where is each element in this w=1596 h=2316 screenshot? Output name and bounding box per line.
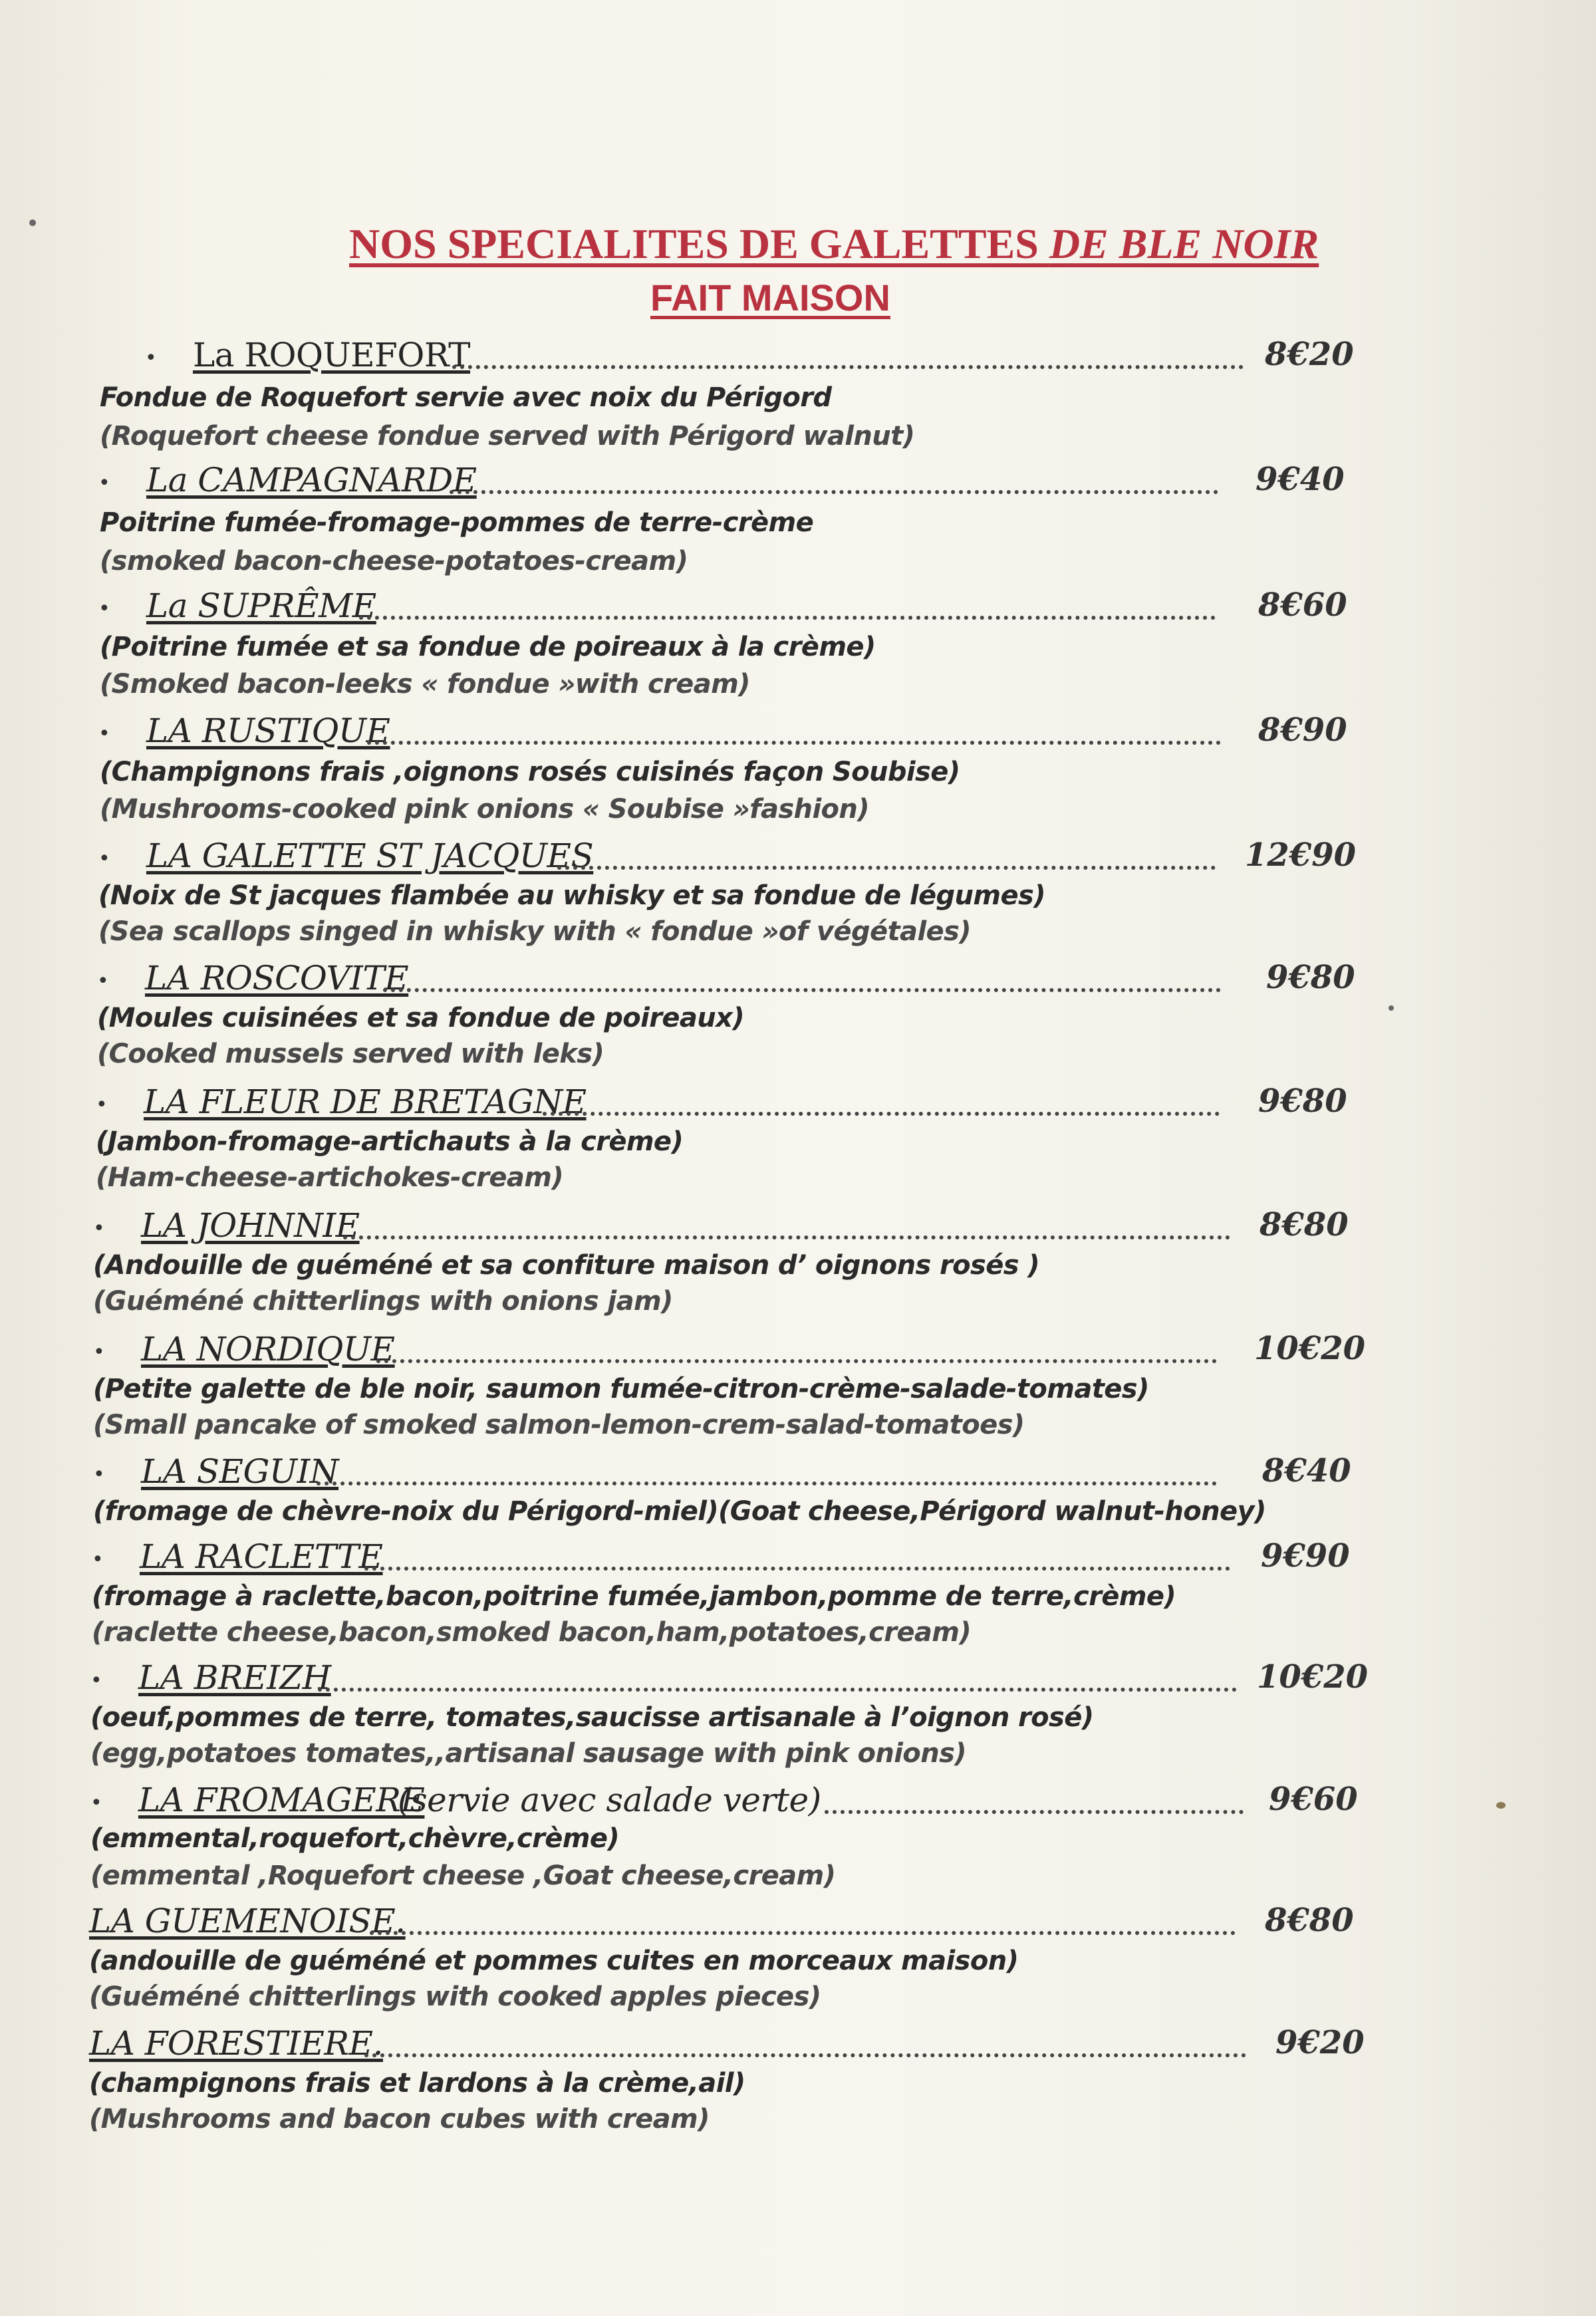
item-description-fr: (Noix de St jacques flambée au whisky et sa fondue de légumes) bbox=[98, 880, 1045, 911]
item-description-fr: (andouille de guéméné et pommes cuites en morceaux maison) bbox=[89, 1946, 1019, 1976]
leader-dots bbox=[359, 596, 1216, 620]
item-description-en: (egg,potatoes tomates,,artisanal sausage with pink onions) bbox=[90, 1738, 966, 1769]
leader-dots bbox=[370, 1911, 1236, 1935]
item-price: 10€20 bbox=[1257, 1658, 1368, 1696]
item-description-fr: (oeuf,pommes de terre, tomates,saucisse artisanale à l’oignon rosé) bbox=[90, 1702, 1094, 1733]
leader-dots bbox=[450, 470, 1218, 494]
menu-item bbox=[0, 586, 1596, 700]
menu-item bbox=[0, 461, 1596, 577]
bullet-icon: • bbox=[98, 847, 110, 870]
item-description-en: (Mushrooms and bacon cubes with cream) bbox=[89, 2104, 710, 2134]
item-description-en: (Smoked bacon-leeks « fondue »with cream) bbox=[100, 669, 750, 700]
item-price: 9€80 bbox=[1266, 959, 1355, 996]
item-description-fr: Fondue de Roquefort servie avec noix du Périgord bbox=[100, 382, 832, 413]
leader-dots bbox=[376, 1339, 1217, 1363]
item-price: 8€90 bbox=[1258, 711, 1347, 749]
leader-dots bbox=[318, 1668, 1237, 1692]
bullet-icon: • bbox=[93, 1341, 105, 1364]
item-price: 8€40 bbox=[1262, 1452, 1351, 1489]
item-name: LA FORESTIERE. bbox=[89, 2024, 383, 2063]
item-name: LA JOHNNIE bbox=[141, 1206, 360, 1245]
item-description-en: (emmental ,Roquefort cheese ,Goat cheese,cream) bbox=[90, 1861, 836, 1891]
item-price: 10€20 bbox=[1254, 1330, 1365, 1367]
item-name: LA SEGUIN bbox=[141, 1452, 339, 1491]
item-name: La CAMPAGNARDE bbox=[146, 461, 477, 499]
item-description-fr: (emmental,roquefort,chèvre,crème) bbox=[90, 1823, 620, 1854]
leader-dots bbox=[452, 345, 1244, 369]
menu-item bbox=[0, 2024, 1596, 2134]
menu-item bbox=[0, 1902, 1596, 2012]
item-price: 8€20 bbox=[1265, 336, 1354, 373]
item-name: LA RACLETTE bbox=[140, 1537, 383, 1576]
bullet-icon: • bbox=[96, 1093, 108, 1116]
bullet-icon: • bbox=[98, 471, 110, 495]
item-price: 9€60 bbox=[1269, 1781, 1358, 1818]
bullet-icon: • bbox=[98, 722, 110, 745]
item-name: LA NORDIQUE bbox=[141, 1330, 395, 1368]
menu-item bbox=[0, 1452, 1596, 1527]
menu-subtitle: FAIT MAISON bbox=[650, 277, 890, 319]
paper-speck bbox=[29, 219, 36, 226]
bullet-icon: • bbox=[97, 969, 109, 993]
leader-dots bbox=[825, 1790, 1244, 1814]
item-description-en: (Sea scallops singed in whisky with « fondue »of végétales) bbox=[98, 916, 971, 947]
item-price: 8€80 bbox=[1260, 1206, 1349, 1243]
item-description-en: (Guéméné chitterlings with cooked apples pieces) bbox=[89, 1982, 821, 2012]
item-description-en: (Mushrooms-cooked pink onions « Soubise »fashion) bbox=[100, 794, 869, 825]
bullet-icon: • bbox=[98, 597, 110, 620]
menu-item bbox=[0, 1330, 1596, 1440]
item-description-en: (raclette cheese,bacon,smoked bacon,ham,potatoes,cream) bbox=[92, 1617, 972, 1648]
item-description-fr: (Petite galette de ble noir, saumon fumée-citron-crème-salade-tomates) bbox=[93, 1374, 1149, 1404]
item-description-en: (Ham-cheese-artichokes-cream) bbox=[96, 1162, 564, 1193]
bullet-icon: • bbox=[93, 1463, 105, 1486]
item-description-en: (smoked bacon-cheese-potatoes-cream) bbox=[100, 546, 688, 577]
item-description-fr: Poitrine fumée-fromage-pommes de terre-crème bbox=[100, 507, 814, 538]
item-price: 8€80 bbox=[1265, 1902, 1354, 1939]
menu-item bbox=[0, 836, 1596, 947]
bullet-icon: • bbox=[90, 1669, 102, 1692]
menu-item bbox=[0, 1537, 1596, 1648]
bullet-icon: • bbox=[145, 346, 157, 370]
menu-item bbox=[0, 1206, 1596, 1317]
item-description-en: (Guéméné chitterlings with onions jam) bbox=[93, 1286, 673, 1317]
bullet-icon: • bbox=[90, 1791, 102, 1815]
menu-item bbox=[0, 336, 1596, 451]
item-description-fr: (Moules cuisinées et sa fondue de poireaux) bbox=[97, 1003, 745, 1033]
menu-item bbox=[0, 711, 1596, 825]
item-name: LA FLEUR DE BRETAGNE bbox=[144, 1083, 587, 1121]
item-description-fr: (fromage de chèvre-noix du Périgord-miel)(Goat cheese,Périgord walnut-honey) bbox=[93, 1496, 1266, 1527]
item-name: LA ROSCOVITE bbox=[145, 959, 409, 997]
item-name: LA RUSTIQUE bbox=[146, 711, 390, 750]
item-description-en: (Small pancake of smoked salmon-lemon-crem-salad-tomatoes) bbox=[93, 1410, 1025, 1440]
item-price: 12€90 bbox=[1245, 836, 1356, 874]
item-description-fr: (champignons frais et lardons à la crème,ail) bbox=[89, 2068, 745, 2099]
bullet-icon: • bbox=[93, 1217, 105, 1240]
menu-title: NOS SPECIALITES DE GALETTES DE BLE NOIR bbox=[349, 220, 1319, 267]
leader-dots bbox=[317, 1462, 1217, 1485]
item-description-fr: (Andouille de guéméné et sa confiture maison d’ oignons rosés ) bbox=[93, 1250, 1040, 1281]
menu-item bbox=[0, 1781, 1596, 1891]
item-description-fr: (Jambon-fromage-artichauts à la crème) bbox=[96, 1126, 684, 1157]
item-name: La ROQUEFORT bbox=[193, 336, 470, 374]
item-name: La SUPRÊME bbox=[146, 586, 376, 625]
menu-item bbox=[0, 959, 1596, 1069]
leader-dots bbox=[343, 1216, 1230, 1239]
item-description-fr: (fromage à raclette,bacon,poitrine fumée,jambon,pomme de terre,crème) bbox=[92, 1581, 1176, 1612]
leader-dots bbox=[557, 846, 1216, 870]
menu-item bbox=[0, 1658, 1596, 1769]
leader-dots bbox=[543, 1092, 1220, 1116]
menu-item bbox=[0, 1083, 1596, 1193]
item-price: 8€60 bbox=[1258, 586, 1347, 624]
bullet-icon: • bbox=[92, 1548, 104, 1571]
item-name: LA FROMAGERE bbox=[138, 1781, 425, 1819]
item-name: LA GUEMENOISE. bbox=[89, 1902, 406, 1940]
leader-dots bbox=[364, 2033, 1246, 2057]
paper-speck bbox=[1496, 1802, 1506, 1809]
item-price: 9€20 bbox=[1275, 2024, 1365, 2061]
item-name-note: (servie avec salade verte) bbox=[398, 1781, 821, 1819]
item-price: 9€40 bbox=[1256, 461, 1345, 498]
item-description-fr: (Champignons frais ,oignons rosés cuisinés façon Soubise) bbox=[100, 757, 960, 787]
leader-dots bbox=[367, 721, 1221, 745]
item-description-en: (Roquefort cheese fondue served with Périgord walnut) bbox=[100, 421, 915, 451]
item-price: 9€80 bbox=[1258, 1083, 1347, 1120]
item-price: 9€90 bbox=[1261, 1537, 1350, 1575]
leader-dots bbox=[383, 968, 1221, 992]
item-description-fr: (Poitrine fumée et sa fondue de poireaux à la crème) bbox=[100, 632, 876, 662]
leader-dots bbox=[364, 1547, 1230, 1571]
item-name: LA GALETTE ST JACQUES bbox=[146, 836, 594, 875]
paper-speck bbox=[1389, 1005, 1394, 1011]
item-description-en: (Cooked mussels served with leks) bbox=[97, 1039, 604, 1069]
item-name: LA BREIZH bbox=[138, 1658, 331, 1697]
